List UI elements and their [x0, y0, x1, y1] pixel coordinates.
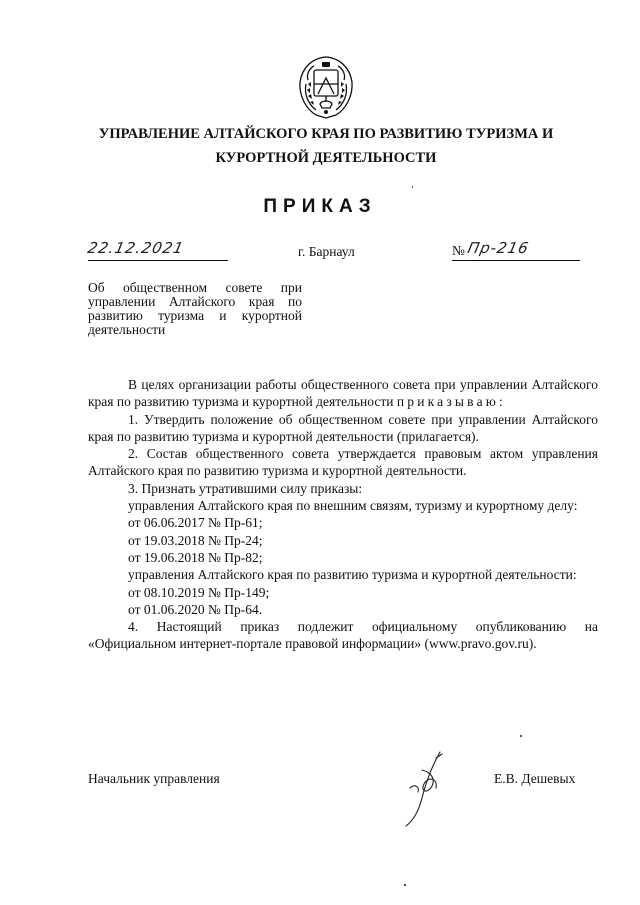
item-1: 1. Утвердить положение об общественном совете при управлении Алтайского края по развитию туризма и курортной деятельности (прилагается). [88, 411, 598, 444]
scan-speck [412, 186, 413, 188]
item-4: 4. Настоящий приказ подлежит официальному опубликованию на «Официальном интернет-портале правовой информации» (www.pravo.gov.ru). [88, 619, 598, 652]
handwritten-signature [392, 748, 462, 828]
org-line-1: УПРАВЛЕНИЕ АЛТАЙСКОГО КРАЯ ПО РАЗВИТИЮ ТУРИЗМА И [98, 126, 554, 142]
scan-speck [404, 884, 406, 886]
decree-word: приказываю: [396, 394, 507, 410]
handwritten-date: 22.12.2021 [86, 239, 186, 257]
org-line-2: КУРОРТНОЙ ДЕЯТЕЛЬНОСТИ [215, 150, 437, 166]
repealed-order-5: от 01.06.2020 № Пр-64. [128, 601, 263, 617]
number-field [452, 238, 580, 261]
number-sign: № [452, 243, 465, 258]
intro-text: В целях организации работы общественного совета при управлении Алтайского края по развитию туризма и курортной деятельности [88, 377, 598, 410]
organization-name [80, 122, 572, 170]
city-label: г. Барнаул [298, 244, 355, 259]
repealed-order-4: от 08.10.2019 № Пр-149; [128, 584, 270, 600]
repealed-group-2: управления Алтайского края по развитию туризма и курортной деятельности: [128, 567, 577, 583]
item-2: 2. Состав общественного совета утверждается правовым актом управления Алтайского края по развитию туризма и курортной деятельности. [88, 446, 598, 479]
scan-speck [520, 735, 522, 737]
signatory-name: Е.В. Дешевых [494, 771, 576, 786]
repealed-order-2: от 19.03.2018 № Пр-24; [128, 532, 263, 548]
intro-paragraph [88, 376, 598, 411]
coat-of-arms-emblem [294, 54, 358, 120]
document-subject: Об общественном совете при управлении Алтайского края по развитию туризма и курортной деятельности [88, 280, 302, 337]
document-type-title: ПРИКАЗ [263, 196, 377, 217]
handwritten-number: Пр-216 [466, 239, 531, 257]
date-field [88, 238, 228, 261]
document-body [88, 376, 598, 653]
signatory-title: Начальник управления [88, 771, 220, 786]
repealed-order-1: от 06.06.2017 № Пр-61; [128, 515, 263, 531]
item-3: 3. Признать утратившими силу приказы: [128, 480, 363, 496]
repealed-order-3: от 19.06.2018 № Пр-82; [128, 549, 263, 565]
repealed-group-1: управления Алтайского края по внешним связям, туризму и курортному делу: [128, 498, 578, 514]
